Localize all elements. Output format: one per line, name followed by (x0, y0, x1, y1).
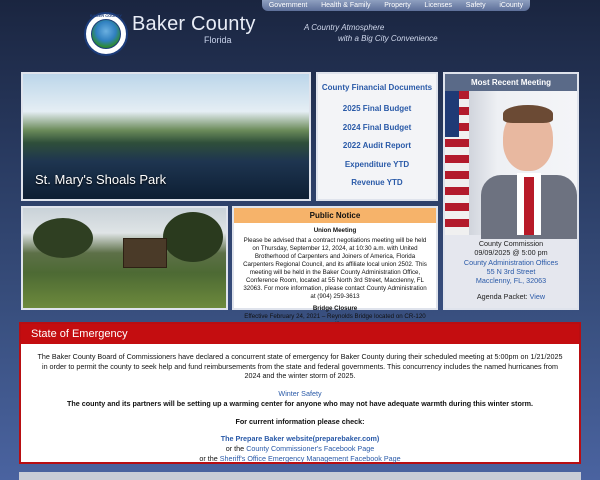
emergency-title: State of Emergency (21, 324, 579, 344)
portrait-tie (524, 177, 534, 235)
site-subtitle: Florida (204, 35, 232, 45)
agenda-view-link[interactable]: View (529, 291, 546, 301)
hero-photo-slideshow[interactable] (21, 72, 311, 201)
link-expenditure-ytd[interactable]: Expenditure YTD (344, 159, 410, 169)
link-2024-final-budget[interactable]: 2024 Final Budget (342, 122, 412, 132)
or-text: or the (225, 444, 245, 454)
nav-safety[interactable]: Safety (465, 2, 486, 9)
warming-center-text: The county and its partners will be setting up a warming center for anyone who may not have adequate warmth during this winter storm. (66, 398, 534, 408)
notice-subtitle-bridge: Bridge Closure (312, 305, 358, 313)
info-heading: For current information please check: (235, 416, 365, 426)
financial-documents-title: County Financial Documents (321, 83, 433, 92)
tagline-line-1: A Country Atmosphere (304, 23, 385, 32)
nav-icounty[interactable]: iCounty (499, 2, 524, 9)
nav-government[interactable]: Government (268, 2, 308, 9)
top-nav (262, 0, 530, 11)
winter-safety-link[interactable]: Winter Safety (278, 389, 322, 399)
park-photo (21, 206, 228, 310)
tree-shape (163, 212, 223, 262)
portrait-hair (503, 105, 553, 123)
seal-emblem-icon (91, 19, 121, 49)
meeting-info (445, 239, 577, 286)
recent-meeting-panel (443, 72, 579, 310)
notice-subtitle-union: Union Meeting (313, 227, 357, 234)
agenda-label: Agenda Packet: (476, 291, 528, 301)
park-sign (123, 238, 167, 268)
nav-property[interactable]: Property (384, 2, 411, 9)
facebook-line (35, 444, 565, 454)
emergency-paragraph: The Baker County Board of Commissioners have declared a concurrent state of emergency for Baker County during their scheduled meeting at 5:00pm on 1/21/2025 in order to permit the county to seek help and fund reimbursements from the state and federal governments. This concurrency includes the named hurricanes from 2024 and the winter storm of 2025. (37, 352, 563, 381)
nav-health-family[interactable]: Health & Family (321, 2, 371, 9)
sheriff-line (35, 454, 565, 464)
public-notice-body[interactable] (234, 223, 436, 329)
link-2025-final-budget[interactable]: 2025 Final Budget (342, 104, 412, 113)
recent-meeting-title: Most Recent Meeting (445, 74, 577, 91)
public-notice-title: Public Notice (234, 208, 436, 223)
meeting-datetime: 09/09/2025 @ 5:00 pm (474, 248, 548, 258)
bottom-panel-edge (19, 472, 581, 480)
hero-caption: St. Mary's Shoals Park (35, 172, 167, 187)
prepare-baker-link[interactable]: The Prepare Baker website(preparebaker.com) (220, 434, 380, 444)
meeting-body: County Commission (478, 239, 544, 248)
tagline-line-2: with a Big City Convenience (338, 34, 438, 43)
notice-text-union: Please be advised that a contract negotiations meeting will be held on Thursday, September 12, 2024, at 10:30 a.m. with United Brotherhood of Carpenters and Joiners of America, Florida Carpenters Regional Council, and its affiliate local union 2502. This meeting will be held in the Baker County Administration Office, Conference Room, located at 55 North 3rd Street, Macclenny, FL 32063. For more information, please contact County Administration at (904) 259-3613 (243, 236, 427, 300)
seal-text: BAKER COUNTY (89, 13, 123, 18)
financial-documents-panel (316, 72, 438, 201)
link-2022-audit-report[interactable]: 2022 Audit Report (342, 141, 412, 150)
nav-licenses[interactable]: Licenses (424, 2, 453, 9)
county-seal-logo[interactable] (84, 12, 128, 56)
meeting-city[interactable]: Macclenny, FL, 32063 (475, 276, 547, 286)
tree-shape (33, 218, 93, 258)
meeting-street[interactable]: 55 N 3rd Street (486, 267, 536, 277)
agenda-packet (445, 292, 577, 301)
or-text: or the (199, 453, 218, 463)
sheriff-facebook-link[interactable]: Sheriff's Office Emergency Management Facebook Page (219, 453, 401, 463)
public-notice-panel (232, 206, 438, 321)
notice-text-bridge: Effective February 24, 2021 – Reynolds Bridge located on CR-120 (244, 313, 426, 321)
commissioner-facebook-link[interactable]: County Commissioner's Facebook Page (246, 444, 375, 454)
commissioner-portrait (445, 91, 577, 235)
emergency-body (21, 344, 579, 463)
state-of-emergency-panel (19, 322, 581, 464)
meeting-place-link[interactable]: County Administration Offices (463, 257, 559, 267)
flag-canton (445, 91, 459, 137)
link-revenue-ytd[interactable]: Revenue YTD (351, 178, 403, 187)
site-title[interactable]: Baker County (132, 13, 256, 35)
